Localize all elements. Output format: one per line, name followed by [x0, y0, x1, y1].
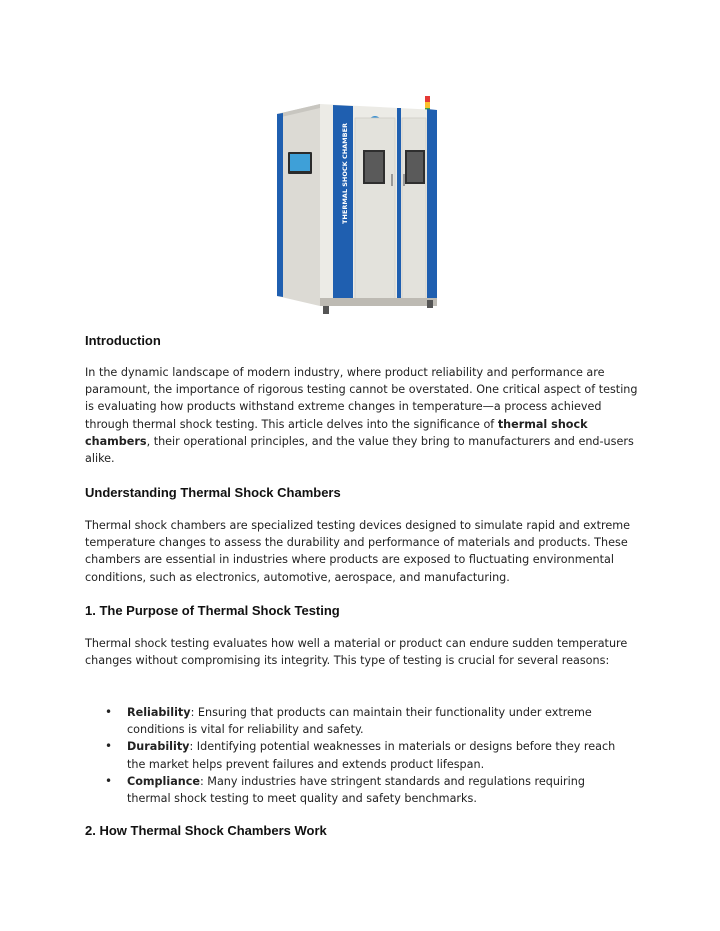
- heading-introduction: Introduction: [85, 333, 161, 348]
- bullet-term: Durability: [127, 740, 190, 754]
- thermal-shock-chamber-image: [255, 84, 477, 316]
- bullet-icon: •: [105, 705, 113, 719]
- bullet-icon: •: [105, 773, 113, 788]
- intro-text-end: , their operational principles, and the value they bring to manufacturers and end-users alike.: [85, 434, 634, 466]
- bullet-term: Compliance: [127, 774, 200, 788]
- bullet-text: : Ensuring that products can maintain their functionality under extreme conditions is vital for reliability and safety.: [127, 706, 592, 737]
- heading-how-it-works: 2. How Thermal Shock Chambers Work: [85, 823, 327, 838]
- paragraph-purpose: Thermal shock testing evaluates how well a material or product can endure sudden temperature changes without compromising its integrity. This type of testing is crucial for several reasons:: [85, 637, 628, 668]
- intro-text-bold: thermal shock chambers: [85, 417, 588, 448]
- paragraph-understanding: Thermal shock chambers are specialized testing devices designed to simulate rapid and extreme temperature changes to assess the durability and performance of materials and products. These chambers are essential in industries where products are exposed to fluctuating environmental conditions, such as electronics, automotive, aerospace, and manufacturing.: [85, 519, 631, 584]
- list-item: [85, 704, 625, 738]
- reasons-list: [85, 704, 625, 807]
- paragraph-introduction: [85, 364, 645, 467]
- list-item: [85, 738, 625, 772]
- chamber-vertical-label: THERMAL SHOCK CHAMBER: [341, 122, 349, 224]
- bullet-text: : Identifying potential weaknesses in materials or designs before they reach the market helps prevent failures and extends product lifespan.: [127, 740, 616, 771]
- bullet-icon: •: [105, 739, 113, 754]
- intro-text-start: In the dynamic landscape of modern industry, where product reliability and performance are paramount, the importance of rigorous testing cannot be overstated. One critical aspect of testing is evaluating how products withstand extreme changes in temperature—a process achieved through thermal shock testing. This article delves into the significance of: [85, 366, 638, 431]
- bullet-text: : Many industries have stringent standards and regulations requiring thermal shock testing to meet quality and safety benchmarks.: [127, 774, 585, 806]
- heading-understanding: Understanding Thermal Shock Chambers: [85, 485, 341, 500]
- heading-purpose: 1. The Purpose of Thermal Shock Testing: [85, 603, 340, 618]
- list-item: [85, 773, 625, 807]
- bullet-term: Reliability: [127, 706, 191, 719]
